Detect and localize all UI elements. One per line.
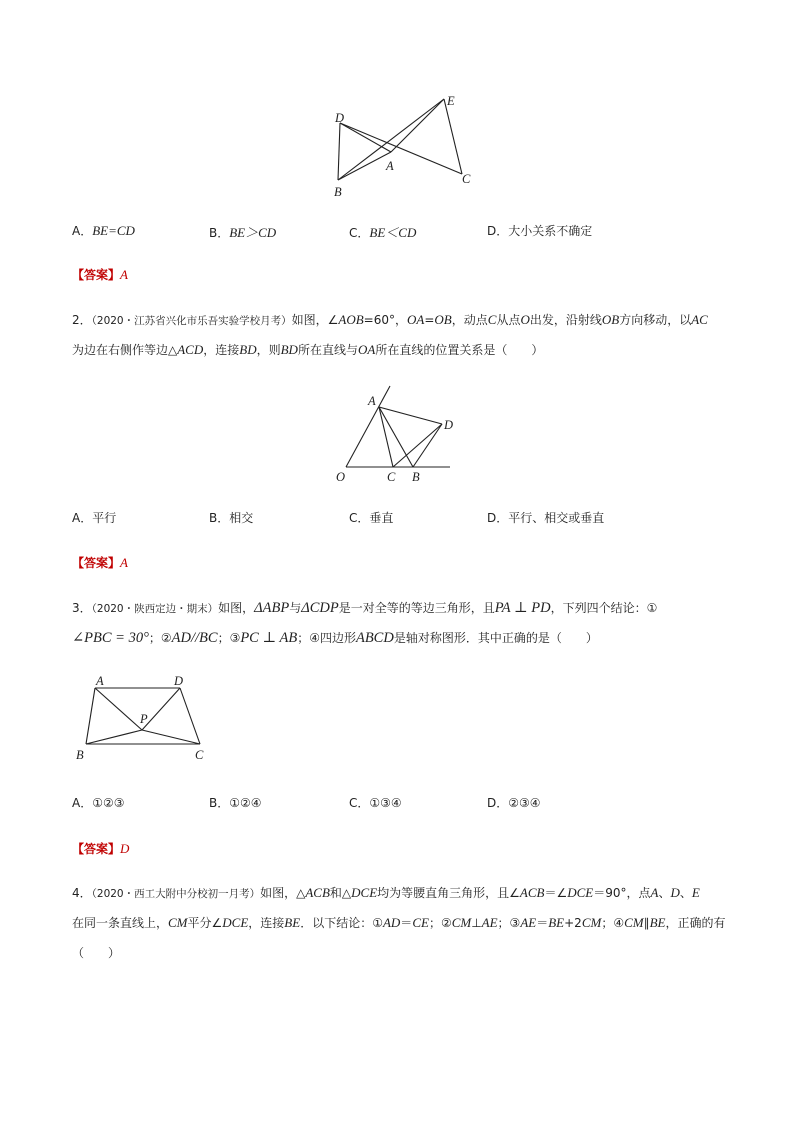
q3-option-c[interactable]: C．①③④ bbox=[349, 796, 402, 810]
q1-figure bbox=[326, 88, 486, 203]
q3-label-A: A bbox=[96, 674, 104, 688]
q3-label-C: C bbox=[195, 748, 204, 762]
q2-segment-AB bbox=[379, 407, 413, 467]
q1-label-B: B bbox=[334, 185, 342, 199]
answer-value: D bbox=[120, 841, 130, 856]
q2-option-d[interactable]: D．平行、相交或垂直 bbox=[487, 511, 605, 525]
q2-diagram bbox=[330, 380, 460, 490]
q3-segment-DC bbox=[180, 688, 200, 744]
q4-line-2: 在同一条直线上，CM平分∠DCE，连接BE．以下结论：①AD＝CE；②CM⊥AE；③AE＝BE+2CM；④CM∥BE，正确的有 bbox=[72, 915, 726, 930]
q2-figure bbox=[330, 380, 460, 490]
q3-line-1: 3．（2020・陕西定边・期末）如图，ΔABP与ΔCDP是一对全等的等边三角形，且PA ⊥ PD，下列四个结论：① bbox=[72, 600, 658, 616]
q3-figure bbox=[70, 672, 220, 767]
q4-source: （2020・西工大附中分校初一月考） bbox=[91, 888, 261, 900]
q3-label-B: B bbox=[76, 748, 84, 762]
q1-segment-DB bbox=[338, 123, 340, 180]
answer-tag: 【答案】 bbox=[72, 556, 121, 570]
q1-segment-EC bbox=[444, 99, 462, 174]
answer-tag: 【答案】 bbox=[72, 268, 121, 282]
q1-label-E: E bbox=[447, 94, 455, 108]
q4-text bbox=[72, 878, 732, 968]
q3-label-P: P bbox=[140, 712, 148, 726]
q1-options bbox=[72, 222, 712, 240]
q4-line-3: （ ） bbox=[72, 946, 121, 960]
q2-source: （2020・江苏省兴化市乐吾实验学校月考） bbox=[91, 315, 292, 327]
q1-segment-AE bbox=[391, 99, 444, 152]
q1-option-b[interactable]: B．BE＞CD bbox=[209, 225, 277, 240]
q3-text bbox=[72, 593, 732, 653]
q1-option-c[interactable]: C．BE＜CD bbox=[349, 225, 417, 240]
q1-label-D: D bbox=[335, 111, 345, 125]
q3-segment-AB bbox=[86, 688, 95, 744]
q1-segment-DC bbox=[340, 123, 462, 174]
q2-segment-AD bbox=[379, 407, 442, 424]
q2-option-b[interactable]: B．相交 bbox=[209, 511, 254, 525]
q3-line-2: ∠PBC = 30°；②AD//BC；③PC ⊥ AB；④四边形ABCD是轴对称图形．其中正确的是（ ） bbox=[72, 630, 598, 646]
answer-tag: 【答案】 bbox=[72, 842, 121, 856]
q3-options bbox=[72, 794, 712, 812]
q2-segment-AC bbox=[379, 407, 393, 467]
answer-value: A bbox=[120, 555, 128, 570]
q3-source: （2020・陕西定边・期末） bbox=[91, 603, 219, 615]
q2-line-1: 2．（2020・江苏省兴化市乐吾实验学校月考）如图，∠AOB=60°，OA=OB，动点C从点O出发，沿射线OB方向移动，以AC bbox=[72, 312, 708, 327]
q4-line-1: 4．（2020・西工大附中分校初一月考）如图，△ACB和△DCE均为等腰直角三角形，且∠ACB＝∠DCE＝90°，点A、D、E bbox=[72, 885, 700, 900]
q3-diagram bbox=[70, 672, 220, 767]
q2-answer bbox=[72, 554, 128, 571]
answer-value: A bbox=[120, 267, 128, 282]
q2-options bbox=[72, 509, 712, 527]
q1-diagram bbox=[326, 88, 486, 203]
q3-option-a[interactable]: A．①②③ bbox=[72, 796, 125, 810]
q3-segment-DP bbox=[142, 688, 180, 730]
q3-segment-BP bbox=[86, 730, 142, 744]
q2-option-a[interactable]: A．平行 bbox=[72, 511, 117, 525]
q1-label-C: C bbox=[462, 172, 471, 186]
q3-label-D: D bbox=[174, 674, 184, 688]
q2-label-D: D bbox=[444, 418, 454, 432]
q1-option-d[interactable]: D．大小关系不确定 bbox=[487, 224, 593, 238]
q2-option-c[interactable]: C．垂直 bbox=[349, 511, 394, 525]
q1-segment-BA bbox=[338, 152, 391, 180]
q2-text bbox=[72, 305, 732, 365]
q3-option-b[interactable]: B．①②④ bbox=[209, 796, 262, 810]
q2-line-2: 为边在右侧作等边△ACD，连接BD，则BD所在直线与OA所在直线的位置关系是（ ） bbox=[72, 342, 544, 357]
q1-label-A: A bbox=[386, 159, 394, 173]
q1-answer bbox=[72, 266, 128, 283]
q3-option-d[interactable]: D．②③④ bbox=[487, 796, 541, 810]
q2-label-A: A bbox=[368, 394, 376, 408]
q3-segment-AP bbox=[95, 688, 142, 730]
q1-option-a[interactable]: A．BE=CD bbox=[72, 223, 135, 238]
q2-label-O: O bbox=[336, 470, 346, 484]
q2-label-C: C bbox=[387, 470, 396, 484]
q1-segment-DA bbox=[340, 123, 391, 152]
q3-segment-CP bbox=[142, 730, 200, 744]
q2-label-B: B bbox=[412, 470, 420, 484]
q3-answer bbox=[72, 840, 129, 857]
